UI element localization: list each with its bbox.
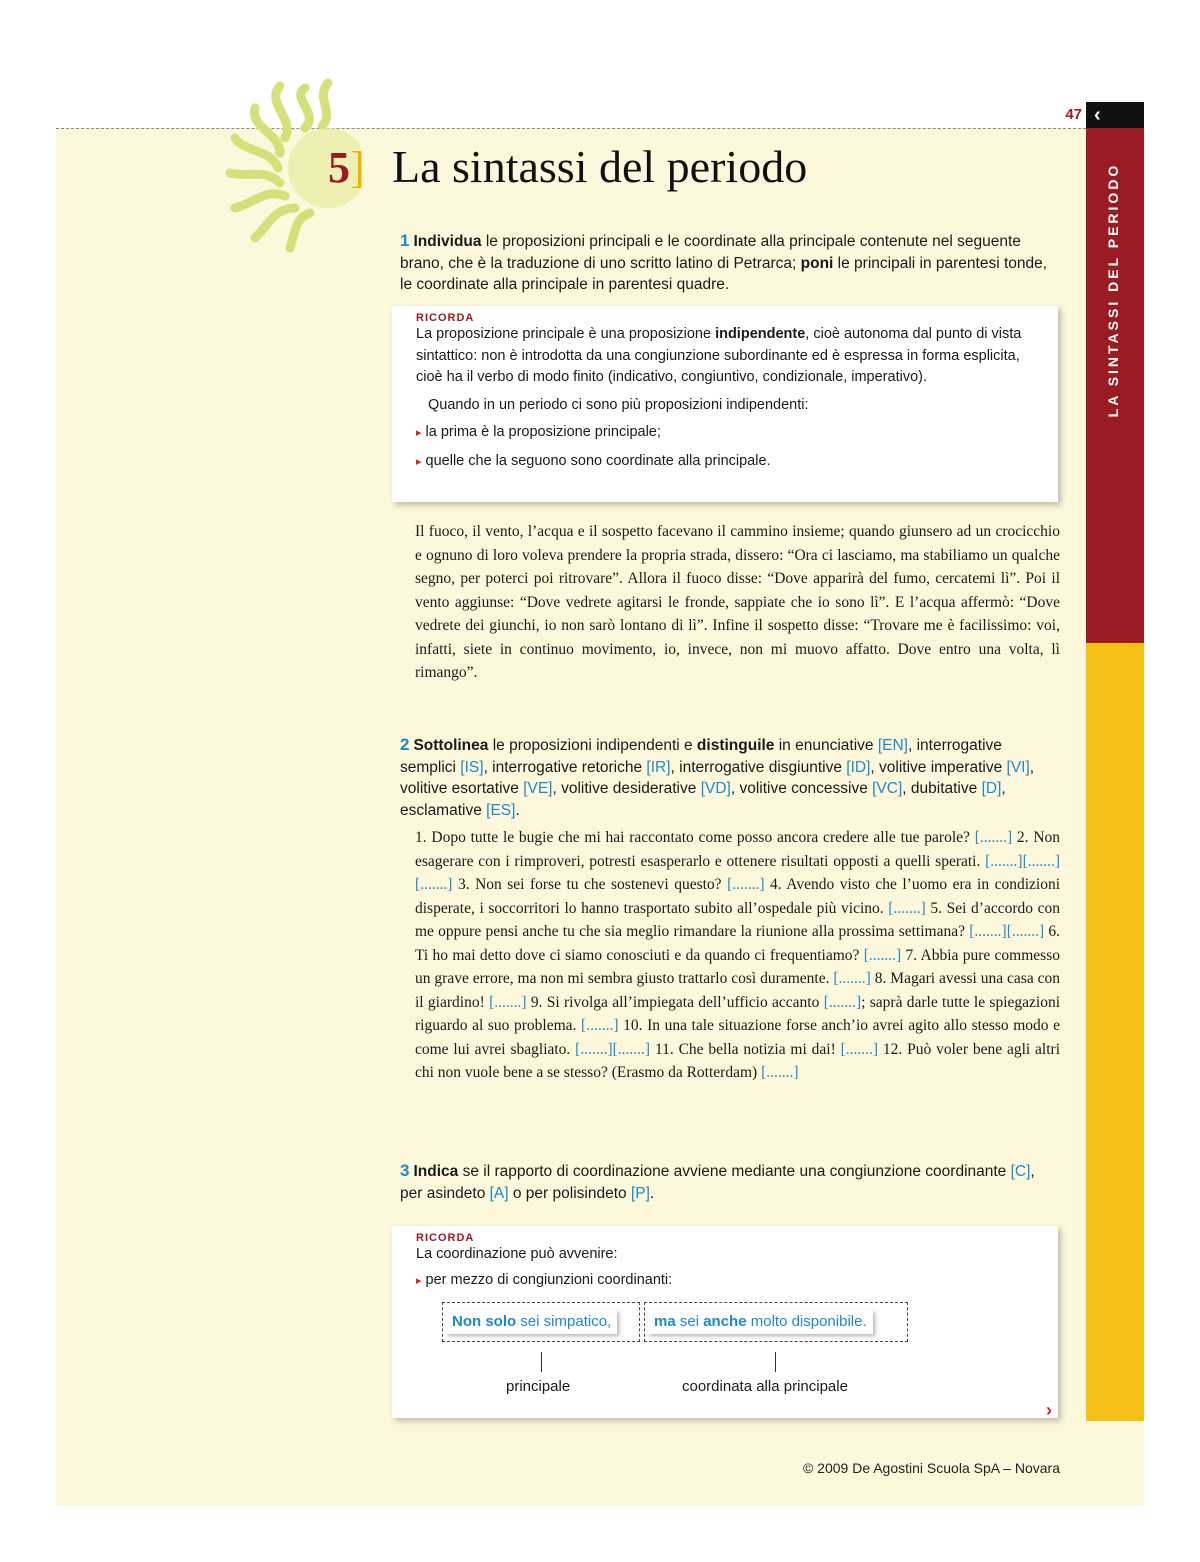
answer-blank[interactable]: [.......] (863, 946, 902, 964)
ricorda-paragraph: La proposizione principale è una proposizione indipendente, cioè autonoma dal punto di vista sintattico: non è introdotta da una congiunzione subordinante ed è espressa in forma esplicita, cioè ha il verbo di modo finito (indicativo, congiuntivo, condizionale, imperativo). (416, 326, 1022, 385)
page-number: 47 (1065, 106, 1082, 123)
ricorda-paragraph-2: Quando in un periodo ci sono più proposizioni indipendenti: (428, 396, 809, 413)
exercise-2-sentences: 1. Dopo tutte le bugie che mi hai raccontato come posso ancora credere alle tue parole? [.......] 2. Non esagerare con i rimproveri, potresti esasperarlo e ottenere risultati opposti a quelli sperati. [.......][.......][.......] 3. Non sei forse tu che sostenevi questo? [.......] 4. Avendo visto che l’uomo era in condizioni disperate, i soccorritori lo hanno trasportato subito all’ospedale più vicino. [.......] 5. Sei d’accordo con me oppure pensi anche tu che sia meglio rimandare la riunione alla prossima settimana? [.......][.......] 6. Ti ho mai detto dove ci siamo conosciuti e da quando ci frequentiamo? [.......] 7. Abbia pure commesso un grave errore, ma non mi sembra giusto trattarlo così duramente. [.......] 8. Magari avessi una casa con il giardino! [.......] 9. Si rivolga all’impiegata dell’ufficio accanto [.......]; saprà darle tutte le spiegazioni riguardo al suo problema. [.......] 10. In una tale situazione forse anch’io avrei agito allo stesso modo e come lui avrei sbagliato. [.......][.......] 11. Che bella notizia mi dai! [.......] 12. Può voler bene agli altri chi non vuole bene a se stesso? (Erasmo da Rotterdam) [.......] (415, 829, 1061, 1081)
ricorda-bullet: ▸ quelle che la seguono sono coordinate alla principale. (416, 452, 771, 469)
ricorda-label: RICORDA (416, 1232, 475, 1244)
back-chevron-icon[interactable]: ‹ (1094, 104, 1101, 126)
connector-right (775, 1352, 776, 1372)
answer-blank[interactable]: [.......] (761, 1064, 799, 1081)
example-principale: Non solo sei simpatico, (446, 1310, 617, 1334)
answer-blank[interactable]: [.......] (888, 899, 926, 917)
answer-blank[interactable]: [.......] (581, 1017, 619, 1034)
answer-blank[interactable]: [.......] (1022, 852, 1061, 870)
ricorda-label: RICORDA (416, 312, 475, 324)
answer-blank[interactable]: [.......] (489, 993, 527, 1011)
example-coordinata: ma sei anche molto disponibile. (648, 1310, 873, 1334)
answer-blank[interactable]: [.......] (974, 829, 1013, 846)
label-coordinata: coordinata alla principale (682, 1378, 848, 1395)
label-principale: principale (506, 1378, 571, 1395)
ricorda-line: La coordinazione può avvenire: (416, 1246, 618, 1262)
next-chevron-icon[interactable]: › (1046, 1400, 1052, 1420)
petrarca-passage: Il fuoco, il vento, l’acqua e il sospetto facevano il cammino insieme; quando giunsero ad un crocicchio e ognuno di loro voleva prendere la propria strada, dissero: “Ora ci lasciamo, ma stabiliamo un qualche segno, per poterci poi ritrovare”. Allora il fuoco disse: “Dove apparirà del fumo, cercatemi lì”. Poi il vento aggiunse: “Dove vedrete agitarsi le fronde, sappiate che io sono lì”. E l’acqua affermò: “Dove vedrete dei giunchi, io non sarò lontano di lì”. Infine il sospetto disse: “Trovare me è facilissimo: voi, infatti, siete in continuo movimento, io, invece, non mi muovo affatto. Dove entro una volta, lì rimango”. (415, 523, 1060, 681)
answer-blank[interactable]: [.......] (840, 1040, 879, 1058)
exercise-number: 1 (400, 231, 410, 250)
exercise-1: 1 Individua le proposizioni principali e le coordinate alla principale contenute nel seguente brano, che è la traduzione di uno scritto latino di Petrarca; poni le principali in parentesi tonde, le coordinate alla principale in parentesi quadre. (400, 231, 1048, 293)
copyright: © 2009 De Agostini Scuola SpA – Novara (802, 1460, 1060, 1476)
exercise-3: 3 Indica se il rapporto di coordinazione avviene mediante una congiunzione coordinante [C], per asindeto [A] o per polisindeto [P]. (400, 1161, 1035, 1202)
exercise-2: 2 Sottolinea le proposizioni indipendenti e distinguile in enunciative [EN], interrogative semplici [IS], interrogative retoriche [IR], interrogative disgiuntive [ID], volitive imperative [VI], volitive esortative [VE], volitive desiderative [VD], volitive concessive [VC], dubitative [D], esclamative [ES]. (400, 735, 1035, 819)
answer-blank[interactable]: [.......] (612, 1040, 651, 1058)
ricorda-bullet: ▸ per mezzo di congiunzioni coordinanti: (416, 1271, 673, 1288)
answer-blank[interactable]: [.......] (1006, 923, 1045, 940)
chapter-number: 5] (328, 143, 365, 192)
answer-blank[interactable]: [.......] (727, 876, 765, 893)
ricorda-box-1 (392, 306, 1058, 502)
answer-blank[interactable]: [.......] (985, 852, 1023, 870)
ricorda-bullet: ▸ la prima è la proposizione principale; (416, 424, 661, 440)
answer-blank[interactable]: [.......] (575, 1040, 613, 1058)
connector-left (541, 1352, 542, 1372)
answer-blank[interactable]: [.......] (823, 993, 862, 1011)
answer-blank[interactable]: [.......] (833, 970, 871, 987)
chapter-title: La sintassi del periodo (392, 141, 808, 192)
side-tab-yellow (1086, 643, 1144, 1421)
answer-blank[interactable]: [.......] (969, 923, 1007, 940)
answer-blank[interactable]: [.......] (415, 876, 453, 893)
side-section-label: LA SINTASSI DEL PERIODO (1105, 162, 1121, 418)
